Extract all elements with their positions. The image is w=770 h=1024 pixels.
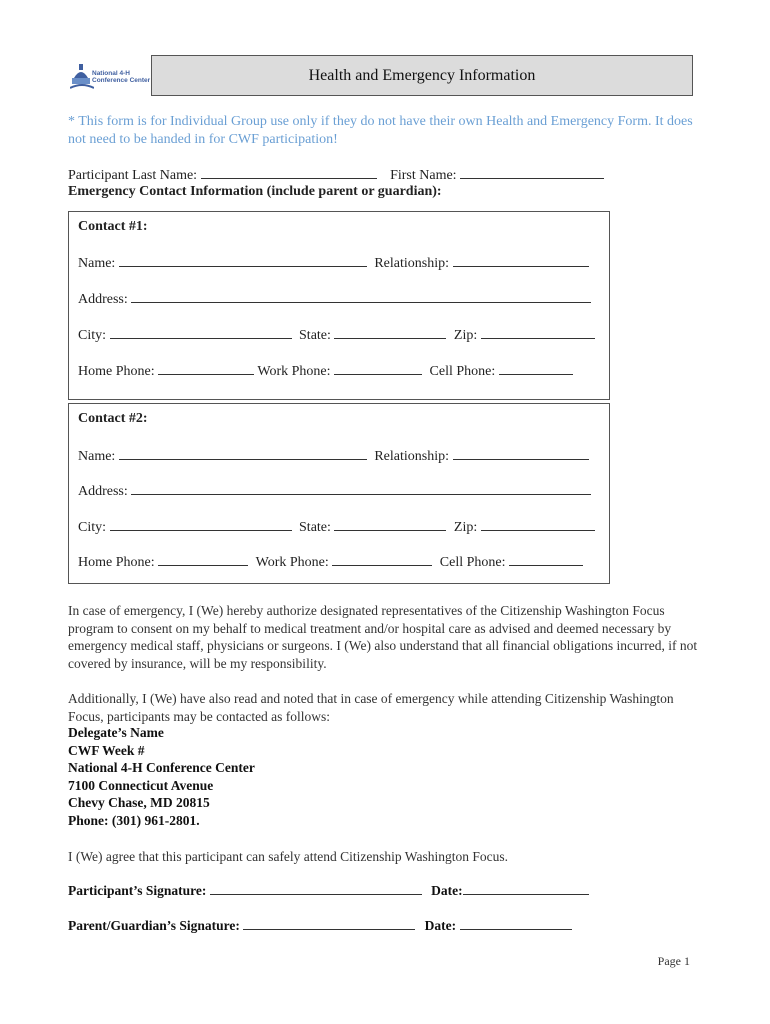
participant-name-row [68,166,604,184]
contact-2-work-phone-field[interactable] [332,553,432,566]
contact-1-city-row [78,326,595,344]
conference-center-logo [70,62,150,94]
contact-2-city-row [78,518,595,536]
participant-date-field[interactable] [463,882,589,895]
contact-1-name-field[interactable] [119,254,367,267]
contact-2-state-field[interactable] [334,518,446,531]
contact-1-city-field[interactable] [110,326,292,339]
form-note: * This form is for Individual Group use only if they do not have their own Health and Emergency Form. It does not need to be handed in for CWF participation! [68,114,693,147]
state-label: State: [299,520,331,535]
capitol-dome-icon [70,62,94,92]
contact-1-zip-field[interactable] [481,326,595,339]
participant-signature-label: Participant’s Signature: [68,883,207,898]
date-label: Date: [431,883,463,898]
address-line: 7100 Connecticut Avenue [68,777,214,793]
address-line: CWF Week # [68,742,145,758]
participant-signature-row [68,882,589,899]
contact-1-relationship-field[interactable] [453,254,589,267]
contact-2-phone-row [78,553,583,571]
agreement-text: I (We) agree that this participant can safely attend Citizenship Washington Focus. [68,849,508,864]
contact-1-heading: Contact #1: [78,219,148,234]
participant-first-name-label: First Name: [390,168,457,183]
contact-2-home-phone-field[interactable] [158,553,248,566]
contact-2-address-row [78,482,591,500]
contact-2-name-field[interactable] [119,447,367,460]
contact-2-name-row [78,447,589,465]
page-title: Health and Emergency Information [308,67,536,84]
contact-2-relationship-field[interactable] [453,447,589,460]
zip-label: Zip: [453,328,478,343]
authorization-paragraph: In case of emergency, I (We) hereby authorize designated representatives of the Citizenship Washington Focus program to consent on my behalf to medical treatment and/or hospital care as advised and deemed necessary by emergency medical staff, physicians or surgeons. I (We) also understand that all financial obligations incurred, if not covered by insurance, will be my responsibility. [68,603,698,671]
participant-last-name-label: Participant Last Name: [68,168,198,183]
cell-phone-label: Cell Phone: [439,555,506,570]
work-phone-label: Work Phone: [255,555,329,570]
contact-1-work-phone-field[interactable] [334,362,422,375]
contact-2-zip-field[interactable] [481,518,595,531]
name-label: Name: [78,256,116,271]
contact-2-city-field[interactable] [110,518,292,531]
contact-2-heading: Contact #2: [78,411,148,426]
contact-note-paragraph: Additionally, I (We) have also read and noted that in case of emergency while attending Citizenship Washington Focus, participants may be contacted as follows: [68,691,674,724]
contact-2-box [68,403,610,584]
participant-signature-field[interactable] [210,882,422,895]
date-label: Date: [424,918,457,933]
parent-signature-field[interactable] [243,917,415,930]
title-box [151,55,693,96]
address-line: Phone: (301) 961-2801. [68,812,200,828]
cell-phone-label: Cell Phone: [429,364,496,379]
contact-1-cell-phone-field[interactable] [499,362,573,375]
address-line: National 4-H Conference Center [68,760,255,775]
parent-signature-row [68,917,572,934]
contact-1-address-field[interactable] [131,290,591,303]
contact-1-phone-row [78,362,573,380]
logo-text: National 4-H Conference Center [92,70,151,84]
contact-1-home-phone-field[interactable] [158,362,254,375]
contact-1-box [68,211,610,400]
address-block [68,724,255,829]
contact-1-name-row [78,254,589,272]
home-phone-label: Home Phone: [78,364,155,379]
page-number: Page 1 [657,954,690,968]
work-phone-label: Work Phone: [257,364,331,379]
parent-date-field[interactable] [460,917,572,930]
city-label: City: [78,328,107,343]
relationship-label: Relationship: [374,256,449,271]
contact-1-address-row [78,290,591,308]
state-label: State: [299,328,331,343]
parent-signature-label: Parent/Guardian’s Signature: [68,918,240,933]
participant-first-name-field[interactable] [460,166,604,179]
home-phone-label: Home Phone: [78,555,155,570]
city-label: City: [78,520,107,535]
participant-last-name-field[interactable] [201,166,377,179]
address-label: Address: [78,484,128,499]
emergency-contact-heading: Emergency Contact Information (include parent or guardian): [68,184,442,199]
contact-2-cell-phone-field[interactable] [509,553,583,566]
relationship-label: Relationship: [374,449,449,464]
contact-1-state-field[interactable] [334,326,446,339]
address-line: Chevy Chase, MD 20815 [68,795,210,810]
address-label: Address: [78,292,128,307]
name-label: Name: [78,449,116,464]
contact-2-address-field[interactable] [131,482,591,495]
address-line: Delegate’s Name [68,725,164,740]
zip-label: Zip: [453,520,478,535]
